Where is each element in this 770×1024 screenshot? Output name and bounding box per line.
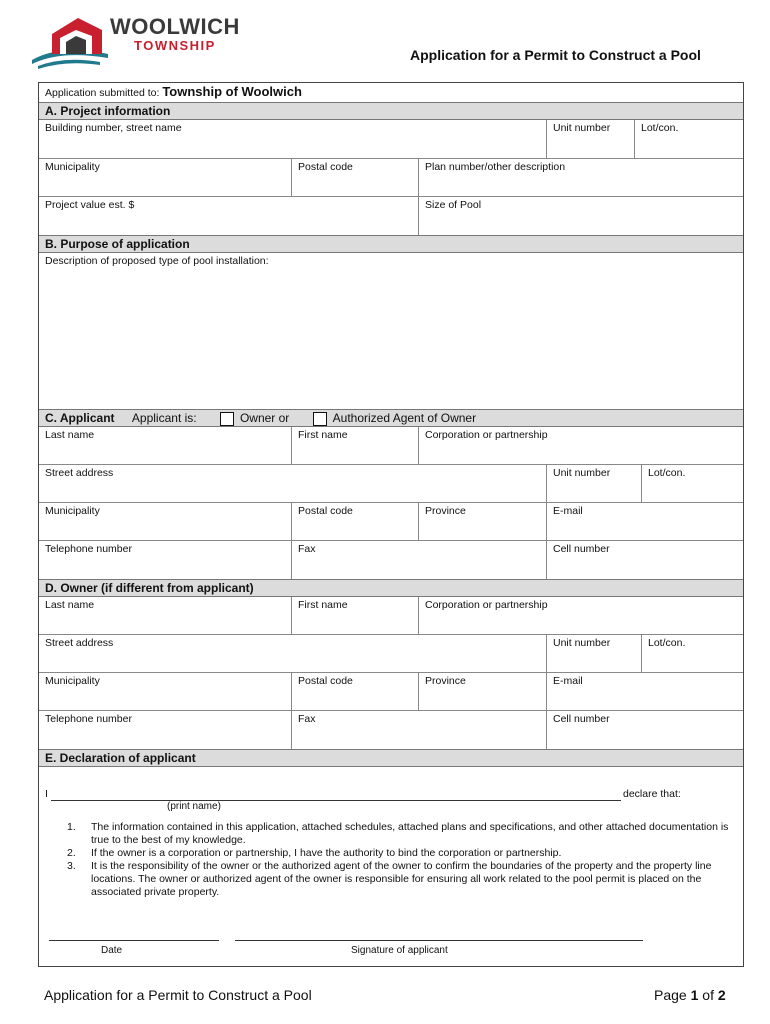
owner-address-row	[39, 635, 743, 673]
last-name-label: Last name	[45, 429, 95, 441]
municipality-label: Municipality	[45, 161, 100, 173]
section-b-header: B. Purpose of application	[39, 235, 743, 253]
owner-email-field[interactable]	[547, 673, 745, 710]
applicant-corporation-field[interactable]	[419, 427, 745, 464]
item-number: 3.	[67, 860, 76, 872]
pool-description-field[interactable]	[39, 253, 743, 409]
telephone-label: Telephone number	[45, 543, 132, 555]
unit-number-label: Unit number	[553, 637, 611, 649]
signature-field[interactable]	[235, 928, 643, 941]
section-a-header: A. Project information	[39, 102, 743, 120]
owner-fax-field[interactable]	[292, 711, 547, 749]
applicant-phone-row	[39, 541, 743, 579]
logo-text-township: TOWNSHIP	[134, 38, 216, 53]
owner-postal-field[interactable]	[292, 673, 419, 710]
page-indicator	[654, 987, 726, 1003]
province-label: Province	[425, 505, 466, 517]
page-number: 1	[690, 987, 699, 1003]
owner-name-row	[39, 597, 743, 635]
first-name-label: First name	[298, 429, 348, 441]
page-of: of	[698, 987, 718, 1003]
project-address-row	[39, 120, 743, 159]
building-street-label: Building number, street name	[45, 122, 182, 134]
project-municipality-row	[39, 159, 743, 197]
building-street-field[interactable]	[39, 120, 547, 158]
item-number: 1.	[67, 821, 76, 833]
page-prefix: Page	[654, 987, 691, 1003]
unit-number-label: Unit number	[553, 467, 611, 479]
corporation-label: Corporation or partnership	[425, 599, 548, 611]
declare-that: declare that:	[623, 788, 681, 800]
covered-bridge-icon	[30, 14, 110, 70]
lot-con-label: Lot/con.	[641, 122, 679, 134]
owner-first-name-field[interactable]	[292, 597, 419, 634]
first-name-label: First name	[298, 599, 348, 611]
submitted-label: Application submitted to:	[45, 87, 160, 99]
cell-number-label: Cell number	[553, 543, 610, 555]
applicant-municipality-field[interactable]	[39, 503, 292, 540]
pool-size-label: Size of Pool	[425, 199, 482, 211]
owner-telephone-field[interactable]	[39, 711, 292, 749]
document-title: Application for a Permit to Construct a Pool	[410, 47, 701, 63]
plan-number-field[interactable]	[419, 159, 745, 196]
municipality-label: Municipality	[45, 675, 100, 687]
municipality-field[interactable]	[39, 159, 292, 196]
agent-label: Authorized Agent of Owner	[332, 411, 477, 425]
applicant-cell-field[interactable]	[547, 541, 745, 579]
cell-number-label: Cell number	[553, 713, 610, 725]
lot-con-field[interactable]	[635, 120, 745, 158]
applicant-fax-field[interactable]	[292, 541, 547, 579]
plan-number-label: Plan number/other description	[425, 161, 566, 173]
logo-text-woolwich: WOOLWICH	[110, 14, 240, 39]
owner-province-field[interactable]	[419, 673, 547, 710]
item-text: If the owner is a corporation or partnership, I have the authority to bind the corporation or partnership.	[91, 847, 562, 859]
last-name-label: Last name	[45, 599, 95, 611]
applicant-street-field[interactable]	[39, 465, 547, 502]
email-label: E-mail	[553, 675, 583, 687]
postal-code-label: Postal code	[298, 161, 353, 173]
owner-corporation-field[interactable]	[419, 597, 745, 634]
postal-code-label: Postal code	[298, 675, 353, 687]
page-total: 2	[717, 987, 726, 1003]
owner-unit-field[interactable]	[547, 635, 642, 672]
submitted-row	[39, 83, 743, 102]
signature-caption: Signature of applicant	[351, 945, 448, 956]
submitted-value: Township of Woolwich	[162, 84, 302, 99]
owner-lot-field[interactable]	[642, 635, 745, 672]
owner-phone-row	[39, 711, 743, 749]
municipality-label: Municipality	[45, 505, 100, 517]
province-label: Province	[425, 675, 466, 687]
applicant-email-field[interactable]	[547, 503, 745, 540]
postal-code-label: Postal code	[298, 505, 353, 517]
section-c-title: C. Applicant	[45, 411, 115, 425]
project-value-row	[39, 197, 743, 235]
section-c-header	[39, 409, 743, 427]
declaration-list	[59, 821, 739, 899]
owner-or-label: Owner or	[239, 411, 290, 425]
project-value-field[interactable]	[39, 197, 419, 235]
print-name-field[interactable]	[51, 786, 621, 801]
pool-description-area[interactable]	[39, 253, 745, 409]
applicant-first-name-field[interactable]	[292, 427, 419, 464]
project-value-label: Project value est. $	[45, 199, 135, 211]
pool-description-label: Description of proposed type of pool installation:	[45, 255, 269, 267]
item-text: The information contained in this application, attached schedules, attached plans and specifications, and other attached documentation is true to the best of my knowledge.	[91, 821, 729, 846]
fax-label: Fax	[298, 543, 316, 555]
applicant-last-name-field[interactable]	[39, 427, 292, 464]
item-text: It is the responsibility of the owner or the authorized agent of the owner to confirm the boundaries of the property and the property line locations. The owner or authorized agent of the owner is responsible for ensuring all work related to the pool permit is placed on the associated private property.	[91, 860, 712, 898]
owner-checkbox[interactable]	[220, 412, 234, 426]
unit-number-field[interactable]	[547, 120, 635, 158]
applicant-unit-field[interactable]	[547, 465, 642, 502]
lot-con-label: Lot/con.	[648, 467, 686, 479]
owner-last-name-field[interactable]	[39, 597, 292, 634]
applicant-address-row	[39, 465, 743, 503]
owner-street-field[interactable]	[39, 635, 547, 672]
street-address-label: Street address	[45, 637, 114, 649]
declaration-i: I	[45, 788, 48, 800]
owner-cell-field[interactable]	[547, 711, 745, 749]
pool-size-field[interactable]	[419, 197, 745, 235]
section-e-header: E. Declaration of applicant	[39, 749, 743, 767]
email-label: E-mail	[553, 505, 583, 517]
applicant-is-label: Applicant is:	[131, 411, 197, 425]
owner-municipality-field[interactable]	[39, 673, 292, 710]
declaration-item	[59, 860, 739, 899]
item-number: 2.	[67, 847, 76, 859]
applicant-municipality-row	[39, 503, 743, 541]
declaration-item	[59, 821, 739, 847]
unit-number-label: Unit number	[553, 122, 611, 134]
postal-code-field[interactable]	[292, 159, 419, 196]
permit-form	[38, 82, 744, 967]
applicant-lot-field[interactable]	[642, 465, 745, 502]
corporation-label: Corporation or partnership	[425, 429, 548, 441]
owner-municipality-row	[39, 673, 743, 711]
submitted-to	[45, 84, 302, 99]
telephone-label: Telephone number	[45, 713, 132, 725]
fax-label: Fax	[298, 713, 316, 725]
date-caption: Date	[101, 945, 123, 956]
applicant-postal-field[interactable]	[292, 503, 419, 540]
applicant-telephone-field[interactable]	[39, 541, 292, 579]
lot-con-label: Lot/con.	[648, 637, 686, 649]
applicant-province-field[interactable]	[419, 503, 547, 540]
street-address-label: Street address	[45, 467, 114, 479]
footer-title: Application for a Permit to Construct a Pool	[44, 987, 312, 1003]
applicant-name-row	[39, 427, 743, 465]
agent-checkbox[interactable]	[313, 412, 327, 426]
date-field[interactable]	[49, 928, 219, 941]
declaration-item	[59, 847, 739, 860]
woolwich-township-logo	[30, 14, 240, 70]
print-name-caption: (print name)	[167, 801, 221, 812]
section-d-header: D. Owner (if different from applicant)	[39, 579, 743, 597]
